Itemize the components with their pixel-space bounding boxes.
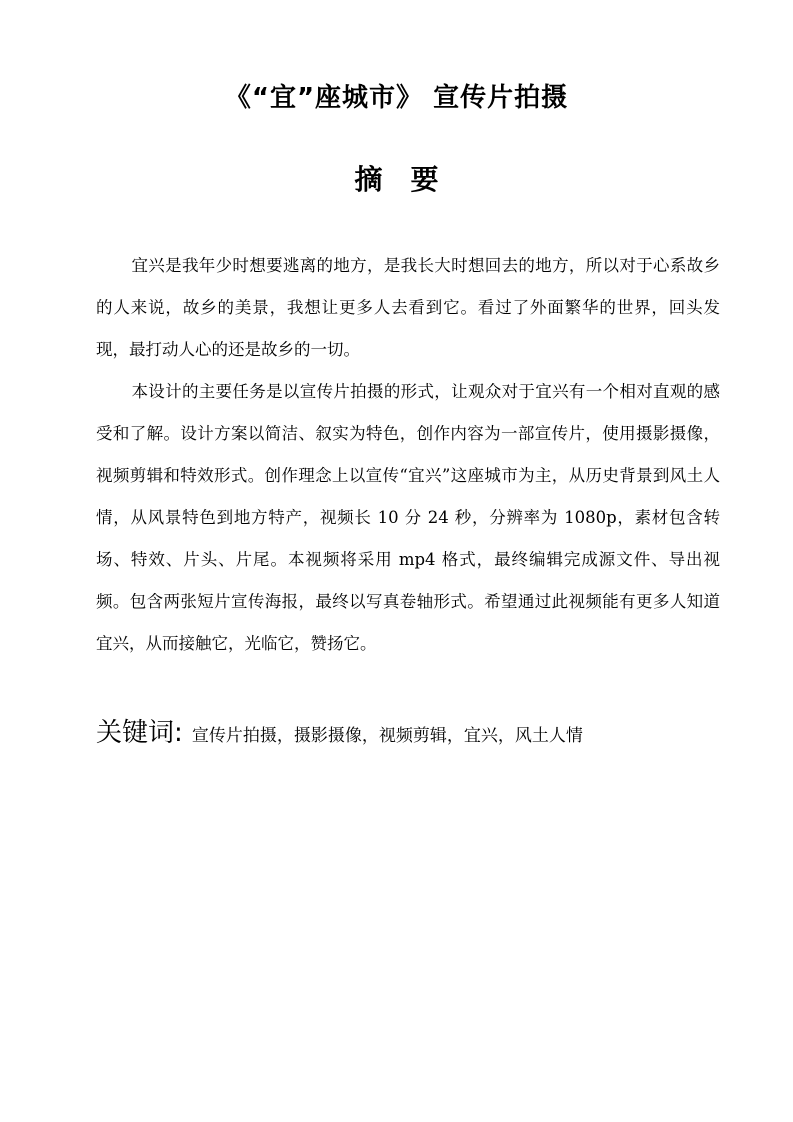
abstract-paragraph: 本设计的主要任务是以宣传片拍摄的形式，让观众对于宜兴有一个相对直观的感受和了解。设计方案以简洁、叙实为特色，创作内容为一部宣传片，使用摄影摄像，视频剪辑和特效形式。创作理念上以宣传“宜兴”这座城市为主，从历史背景到风土人情，从风景特色到地方特产，视频长 10 分 24 秒，分辨率为 1080p，素材包含转场、特效、片头、片尾。本视频将采用 mp4 格式，最终编辑完成源文件、导出视频。包含两张短片宣传海报，最终以写真卷轴形式。希望通过此视频能有更多人知道宜兴，从而接触它，光临它，赞扬它。: [96, 382, 720, 653]
abstract-body: [96, 245, 720, 665]
abstract-heading: 摘要: [354, 163, 467, 196]
document-title: 《“宜”座城市》 宣传片拍摄: [224, 83, 569, 113]
keywords-line: [96, 712, 736, 749]
abstract-paragraph: 宜兴是我年少时想要逃离的地方，是我长大时想回去的地方，所以对于心系故乡的人来说，故乡的美景，我想让更多人去看到它。看过了外面繁华的世界，回头发现，最打动人心的还是故乡的一切。: [96, 256, 720, 359]
keywords-label: 关键词:: [96, 718, 183, 748]
keywords-value: 宣传片拍摄，摄影摄像，视频剪辑，宜兴，风土人情: [191, 726, 583, 746]
